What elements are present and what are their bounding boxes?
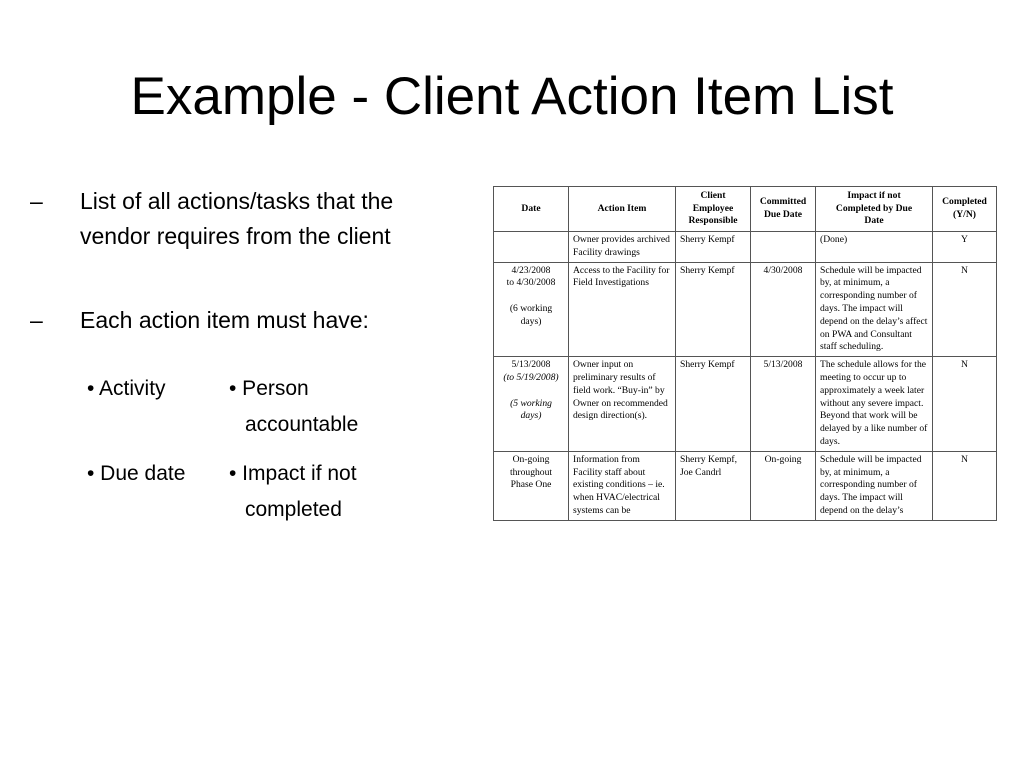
cell-completed: N	[933, 357, 997, 452]
cell-impact: Schedule will be impacted by, at minimum, a corresponding number of days. The impact will depend on the delay’s	[816, 451, 933, 520]
header-completed	[933, 187, 997, 232]
point-line: List of all actions/tasks that the	[80, 188, 394, 214]
point-line: vendor requires from the client	[80, 223, 391, 249]
table-header-row	[494, 187, 997, 232]
date-line: days)	[520, 315, 542, 327]
cell-date	[494, 262, 569, 357]
header-line: Due Date	[763, 209, 803, 220]
cell-responsible: Sherry Kempf	[676, 232, 751, 263]
cell-action-item: Information from Facility staff about existing conditions – ie. when HVAC/electrical systems can be	[569, 451, 676, 520]
table-row	[494, 451, 997, 520]
header-line: Date	[521, 202, 541, 214]
header-line: Committed	[759, 196, 807, 208]
bullet-person: • Person	[229, 377, 309, 400]
date-line	[498, 385, 564, 398]
cell-responsible: Sherry Kempf	[676, 357, 751, 452]
table-row	[494, 262, 997, 357]
dash-marker: –	[30, 307, 43, 333]
cell-impact: Schedule will be impacted by, at minimum, a corresponding number of days. The impact will depend on the delay’s affect on PWA and Consultant staff scheduling.	[816, 262, 933, 357]
bullet-points	[0, 0, 480, 768]
point-text: Each action item must have:	[80, 307, 369, 333]
header-date	[494, 187, 569, 232]
date-line: On-going	[512, 453, 550, 465]
header-committed-due-date	[751, 187, 816, 232]
bullet-due-date: • Due date	[87, 462, 186, 485]
action-item-table-image	[493, 186, 997, 546]
cell-impact: The schedule allows for the meeting to occur up to approximately a week later without any severe impact. Beyond that work will be delayed by a like number of days.	[816, 357, 933, 452]
slide-title: Example - Client Action Item List	[130, 67, 894, 126]
cell-action-item: Access to the Facility for Field Investigations	[569, 262, 676, 357]
cell-action-item: Owner input on preliminary results of field work. “Buy-in” by Owner on recommended design direction(s).	[569, 357, 676, 452]
cell-action-item: Owner provides archived Facility drawings	[569, 232, 676, 263]
header-line: Date	[864, 215, 884, 227]
date-line: (5 working	[510, 397, 552, 409]
cell-due-date: 4/30/2008	[751, 262, 816, 357]
cell-date	[494, 357, 569, 452]
cell-due-date: 5/13/2008	[751, 357, 816, 452]
header-line: (Y/N)	[953, 209, 976, 220]
bullet-completed: completed	[245, 498, 342, 521]
date-line: to 4/30/2008	[506, 277, 556, 289]
table-row	[494, 357, 997, 452]
action-item-table	[493, 186, 997, 521]
cell-completed: N	[933, 262, 997, 357]
header-action-item	[569, 187, 676, 232]
date-line: 5/13/2008	[511, 359, 551, 371]
header-line: Client	[700, 189, 726, 201]
cell-date	[494, 232, 569, 263]
bullet-accountable: accountable	[245, 413, 359, 436]
date-line: 4/23/2008	[511, 264, 551, 276]
cell-impact: (Done)	[816, 232, 933, 263]
dash-marker: –	[30, 188, 43, 214]
header-line: Completed by Due	[835, 202, 913, 214]
cell-completed: Y	[933, 232, 997, 263]
header-responsible	[676, 187, 751, 232]
date-line	[498, 290, 564, 303]
cell-date	[494, 451, 569, 520]
bullet-activity: • Activity	[87, 377, 166, 400]
date-line: throughout	[509, 466, 553, 478]
cell-due-date	[751, 232, 816, 263]
date-line: (to 5/19/2008)	[503, 371, 559, 383]
header-line: Impact if not	[847, 189, 901, 201]
header-line: Employee	[692, 202, 734, 214]
date-line: (6 working	[509, 302, 553, 314]
point-text	[80, 184, 393, 254]
header-line: Completed	[942, 196, 987, 208]
table-body	[494, 232, 997, 521]
date-line: Phase One	[510, 479, 552, 491]
header-line: Action Item	[597, 202, 647, 214]
cell-responsible: Sherry Kempf, Joe Candrl	[676, 451, 751, 520]
cell-responsible: Sherry Kempf	[676, 262, 751, 357]
table-row	[494, 232, 997, 263]
cell-completed: N	[933, 451, 997, 520]
cell-due-date: On-going	[751, 451, 816, 520]
bullet-impact: • Impact if not	[229, 462, 357, 485]
header-line: Responsible	[688, 215, 738, 227]
header-impact	[816, 187, 933, 232]
date-line: days)	[520, 410, 542, 422]
